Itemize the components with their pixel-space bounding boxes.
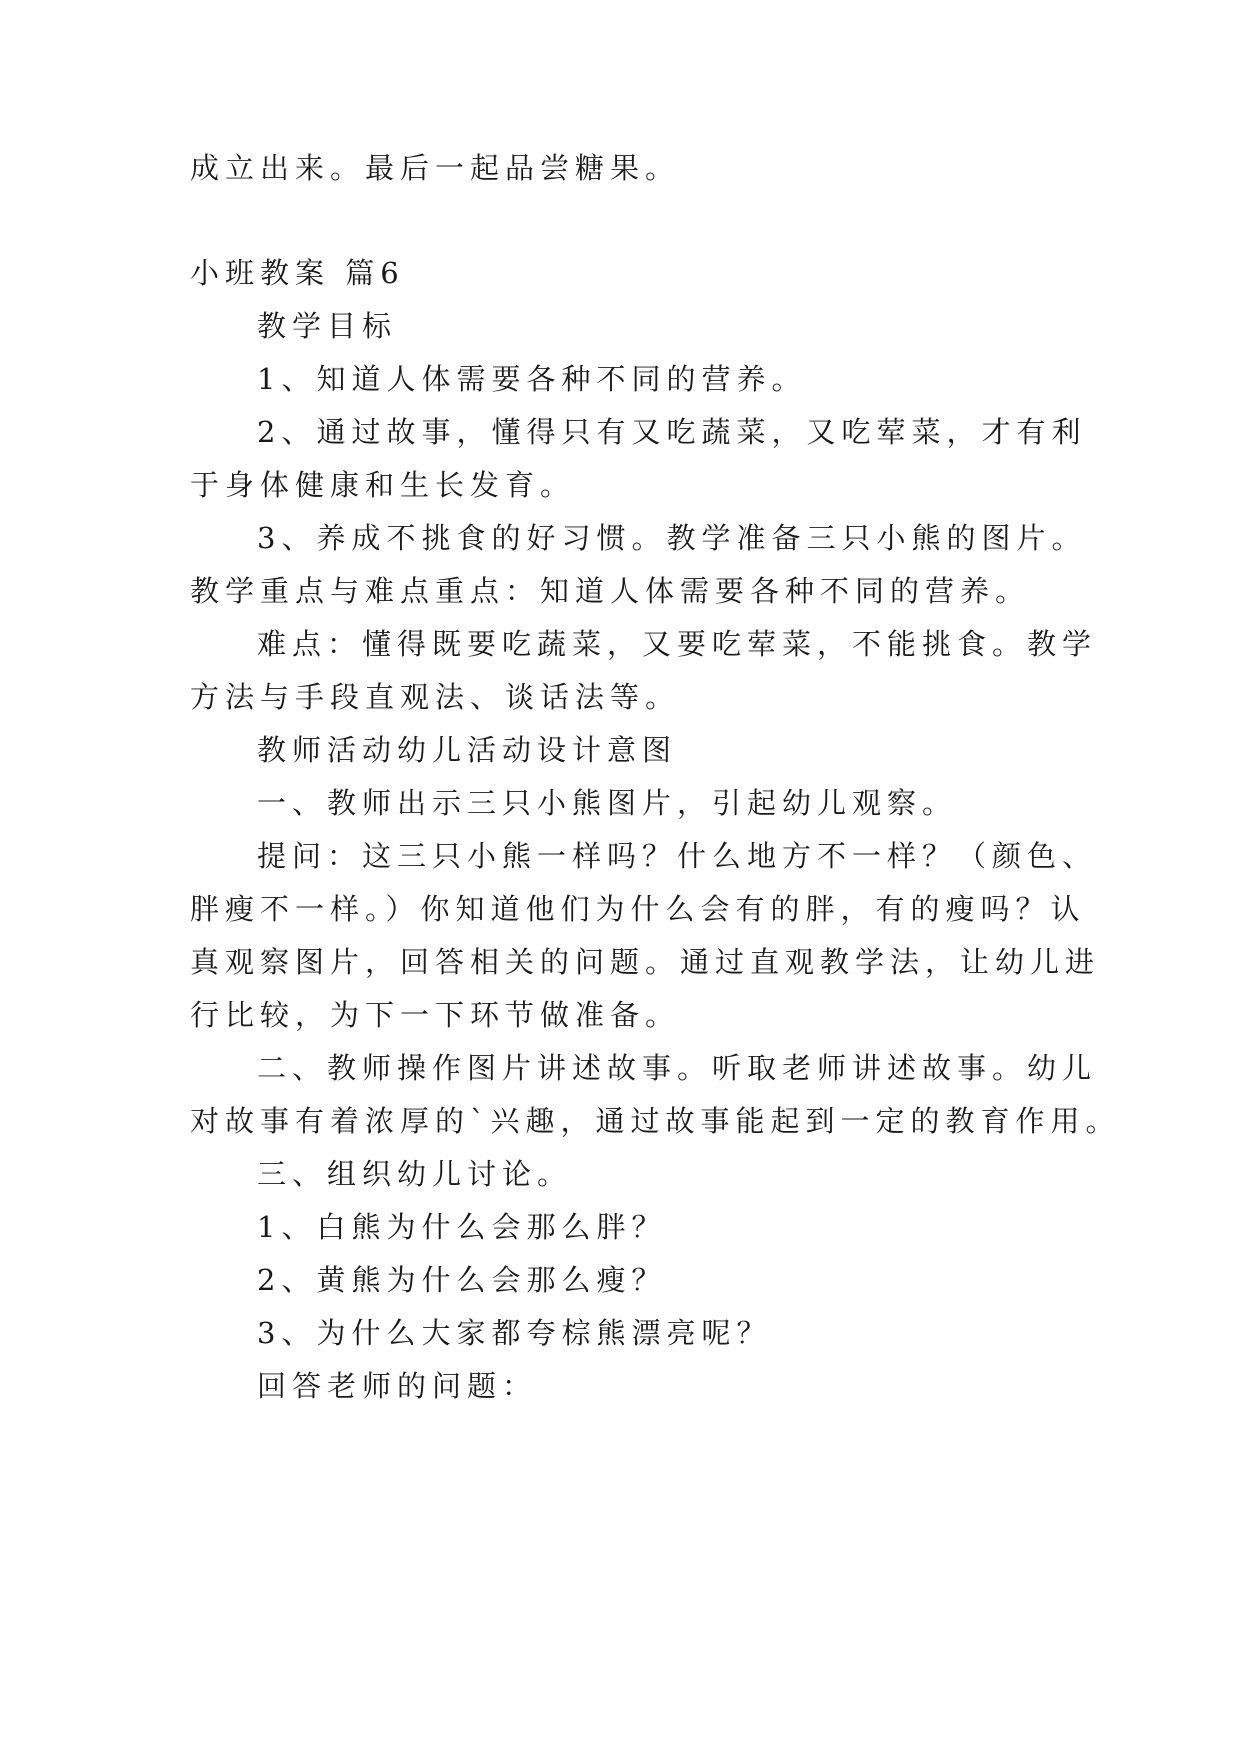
key-points-line: 教学重点与难点重点：知道人体需要各种不同的营养。 [190,574,1031,608]
question-line-cont-2: 真观察图片，回答相关的问题。通过直观教学法，让幼儿进 [190,945,1101,979]
difficulty-line-cont: 方法与手段直观法、谈话法等。 [190,680,681,714]
step-1: 一、教师出示三只小熊图片，引起幼儿观察。 [257,786,958,820]
goal-item-3: 3、养成不挑食的好习惯。教学准备三只小熊的图片。 [257,521,1087,555]
text-line-continuation: 成立出来。最后一起品尝糖果。 [190,151,681,185]
discussion-q1: 1、白熊为什么会那么胖？ [257,1210,667,1244]
difficulty-line: 难点：懂得既要吃蔬菜，又要吃荤菜，不能挑食。教学 [257,627,1098,661]
question-line: 提问：这三只小熊一样吗？什么地方不一样？（颜色、 [257,839,1098,873]
discussion-q3: 3、为什么大家都夸棕熊漂亮呢？ [257,1316,772,1350]
step-3: 三、组织幼儿讨论。 [257,1157,573,1191]
goal-item-1: 1、知道人体需要各种不同的营养。 [257,362,807,396]
goal-item-2: 2、通过故事，懂得只有又吃蔬菜，又吃荤菜，才有利 [257,415,1087,449]
step-2: 二、教师操作图片讲述故事。听取老师讲述故事。幼儿 [257,1051,1098,1085]
question-line-cont-1: 胖瘦不一样。）你知道他们为什么会有的胖，有的瘦吗？认 [190,892,1086,926]
step-2-cont: 对故事有着浓厚的`兴趣，通过故事能起到一定的教育作用。 [190,1104,1121,1138]
subheading-teaching-goals: 教学目标 [257,309,398,343]
answer-line: 回答老师的问题： [257,1369,538,1403]
goal-item-2-cont: 于身体健康和生长发育。 [190,468,576,502]
activity-header: 教师活动幼儿活动设计意图 [257,733,678,767]
section-heading: 小班教案 篇6 [190,256,405,290]
discussion-q2: 2、黄熊为什么会那么瘦？ [257,1263,667,1297]
question-line-cont-3: 行比较，为下一下环节做准备。 [190,998,681,1032]
